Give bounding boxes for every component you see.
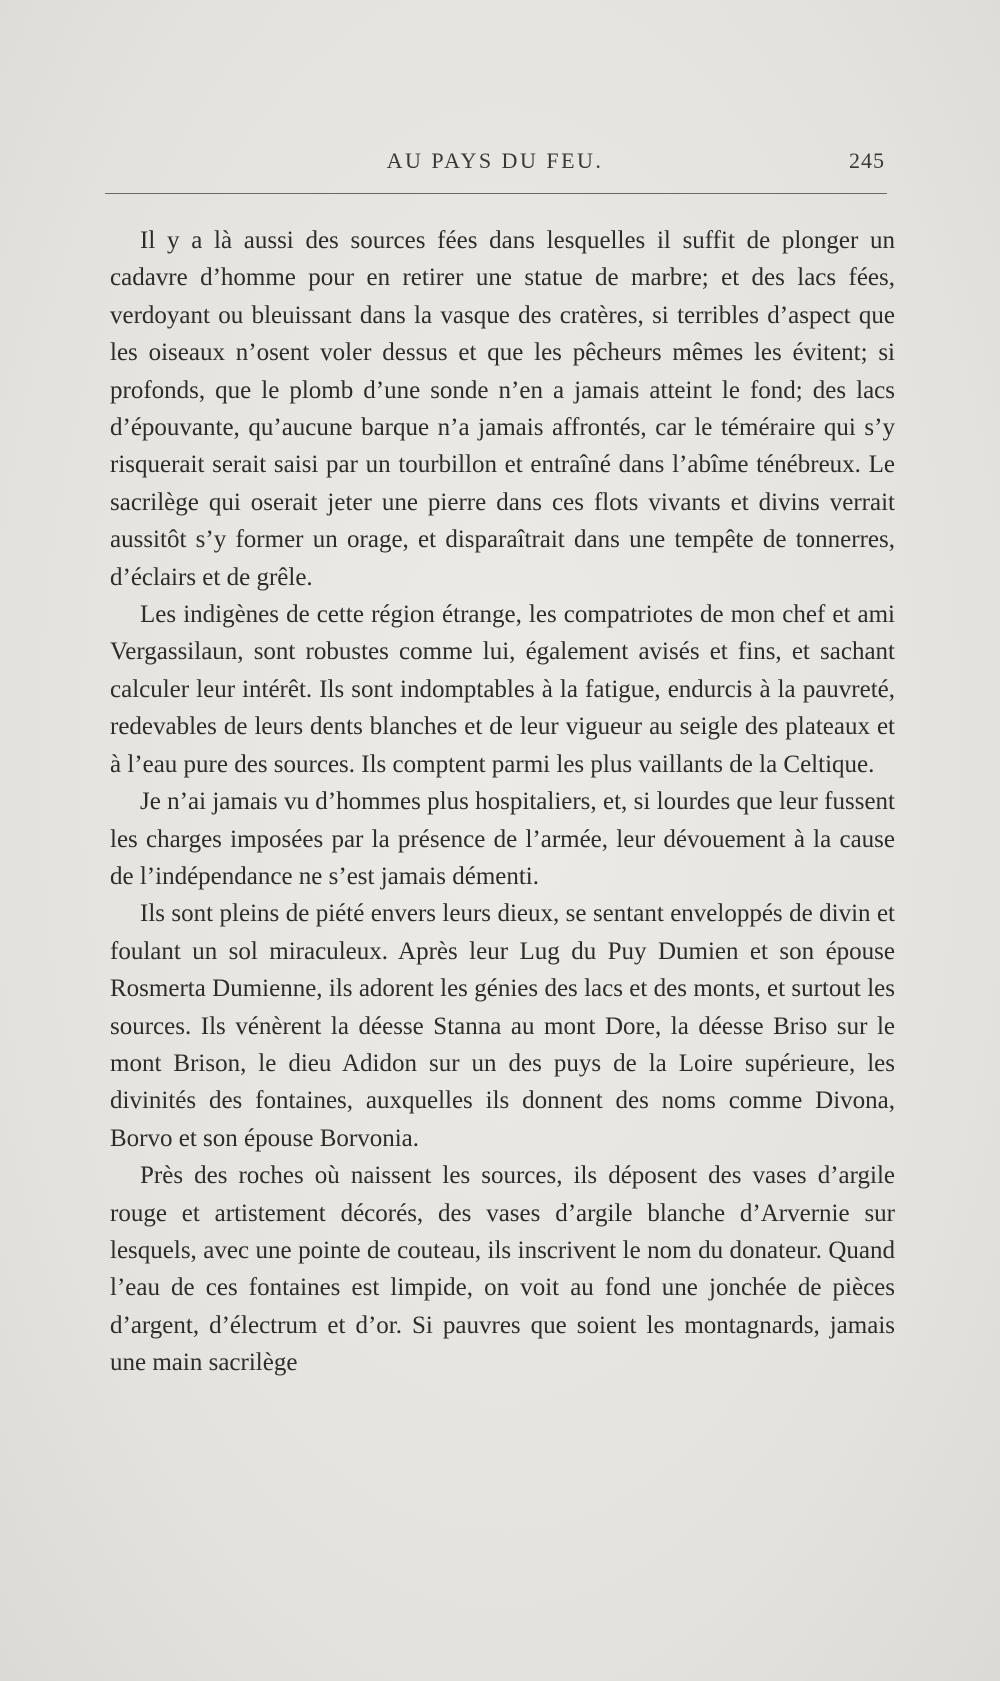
paragraph: Près des roches où naissent les sources, ils déposent des vases d’argile rouge et artistement décorés, des vases d’argile blanche d’Arvernie sur lesquels, avec une pointe de couteau, ils inscrivent le nom du donateur. Quand l’eau de ces fontaines est limpide, on voit au fond une jonchée de pièces d’argent, d’électrum et d’or. Si pauvres que soient les montagnards, jamais une main sacrilège	[110, 1162, 895, 1377]
body-text	[110, 222, 895, 1382]
running-title: AU PAYS DU FEU.	[386, 148, 604, 173]
paragraph: Ils sont pleins de piété envers leurs dieux, se sentant enveloppés de divin et foulant un sol miraculeux. Après leur Lug du Puy Dumien et son épouse Rosmerta Dumienne, ils adorent les génies des lacs et des monts, et surtout les sources. Ils vénèrent la déesse Stanna au mont Dore, la déesse Briso sur le mont Brison, le dieu Adidon sur un des puys de la Loire supérieure, les divinités des fontaines, auxquelles ils donnent des noms comme Divona, Borvo et son épouse Borvonia.	[110, 900, 895, 1152]
header-rule	[105, 193, 887, 194]
page-number: 245	[849, 148, 885, 173]
paragraph: Il y a là aussi des sources fées dans lesquelles il suffit de plonger un cadavre d’homme pour en retirer une statue de marbre; et des lacs fées, verdoyant ou bleuissant dans la vasque des cratères, si terribles d’aspect que les oiseaux n’osent voler dessus et que les pêcheurs mêmes les évitent; si profonds, que le plomb d’une sonde n’en a jamais atteint le fond; des lacs d’épouvante, qu’aucune barque n’a jamais affrontés, car le téméraire qui s’y risquerait serait saisi par un tourbillon et entraîné dans l’abîme ténébreux. Le sacrilège qui oserait jeter une pierre dans ces flots vivants et divins verrait aussitôt s’y former un orage, et disparaîtrait dans une tempête de tonnerres, d’éclairs et de grêle.	[110, 227, 895, 591]
paragraph: Je n’ai jamais vu d’hommes plus hospitaliers, et, si lourdes que leur fussent les charges imposées par la présence de l’armée, leur dévouement à la cause de l’indépendance ne s’est jamais démenti.	[110, 788, 895, 890]
paragraph: Les indigènes de cette région étrange, les compatriotes de mon chef et ami Vergassilaun, sont robustes comme lui, également avisés et fins, et sachant calculer leur intérêt. Ils sont indomptables à la fatigue, endurcis à la pauvreté, redevables de leurs dents blanches et de leur vigueur au seigle des plateaux et à l’eau pure des sources. Ils comptent parmi les plus vaillants de la Celtique.	[110, 601, 895, 778]
running-head	[105, 148, 885, 180]
